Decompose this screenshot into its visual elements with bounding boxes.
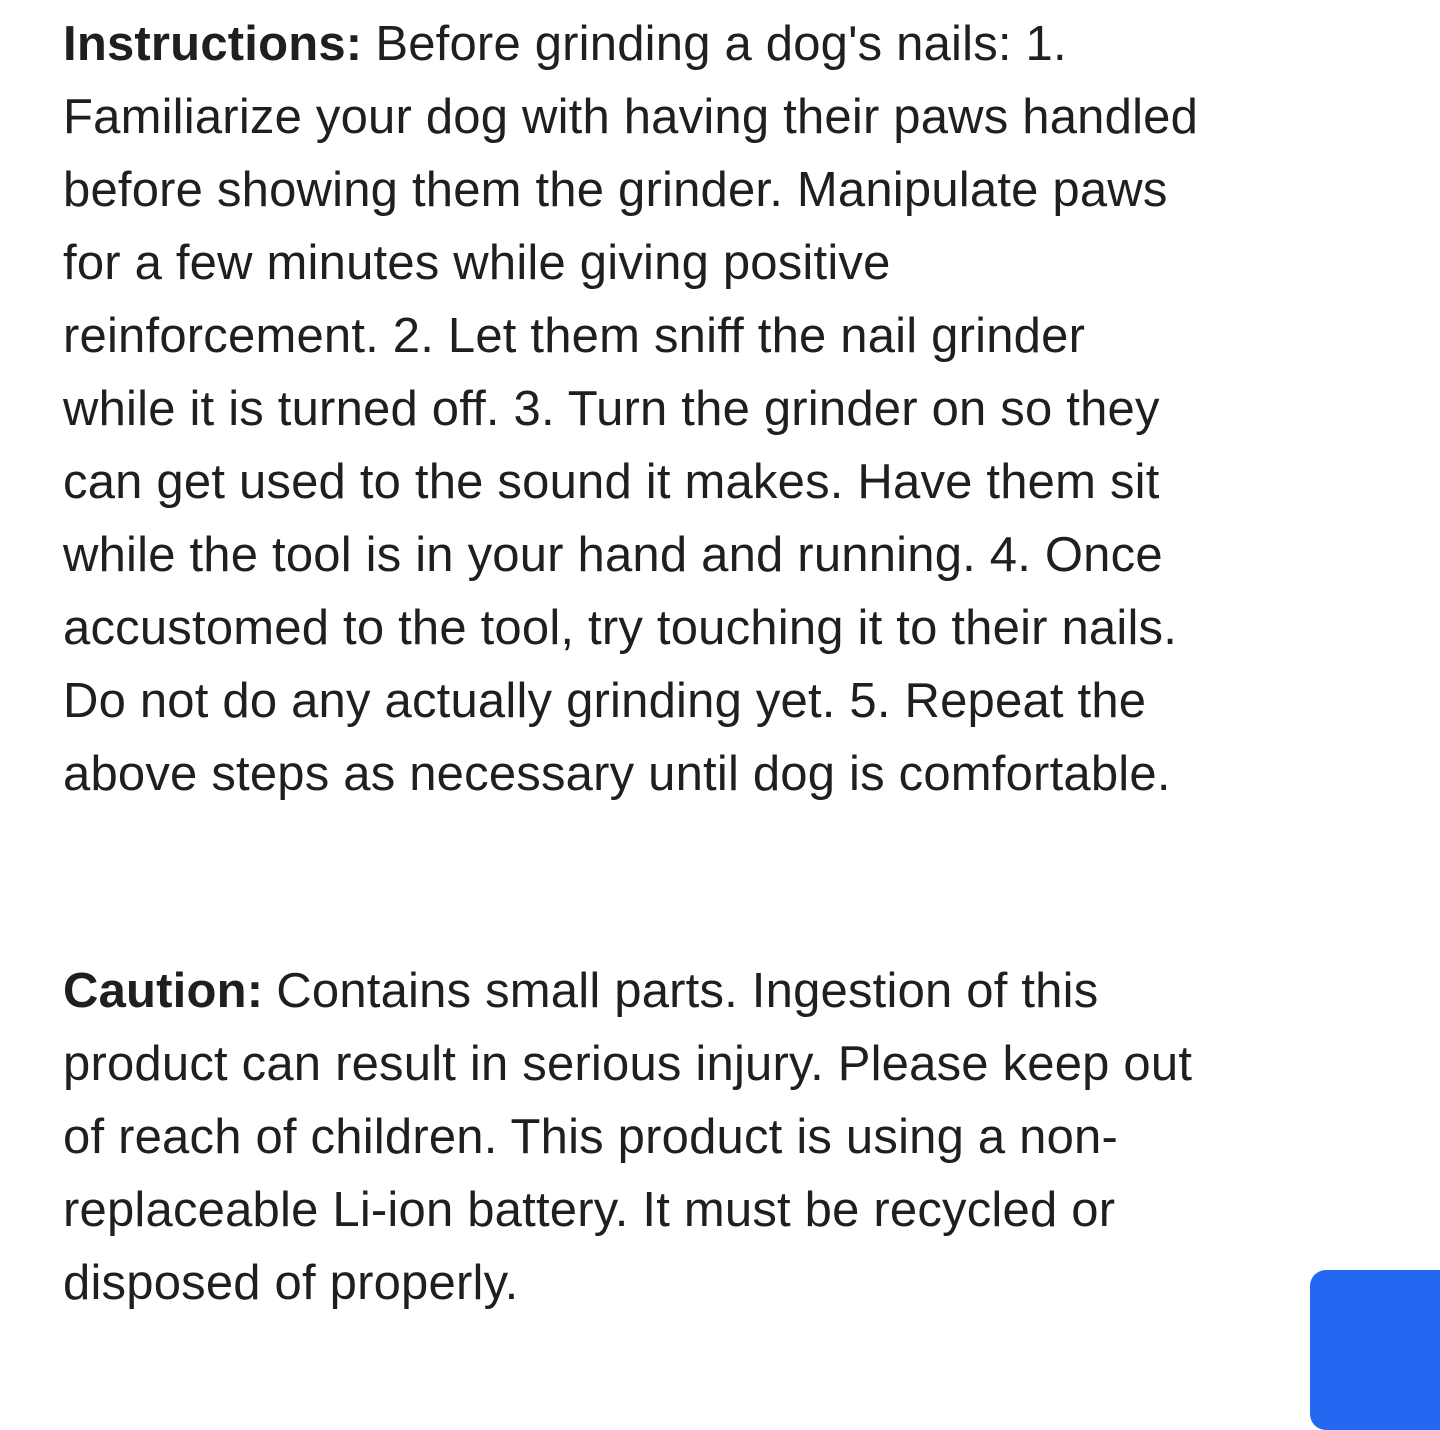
text-line: can get used to the sound it makes. Have them sit [63, 455, 1160, 509]
text-line: disposed of properly. [63, 1256, 519, 1310]
caution-heading: Caution: [63, 964, 264, 1018]
instructions-heading: Instructions: [63, 17, 363, 71]
text-line: while the tool is in your hand and running. 4. Once [63, 528, 1163, 582]
text-line [63, 8, 1400, 81]
text-line: Do not do any actually grinding yet. 5. Repeat the [63, 674, 1147, 728]
text-line-part: Before grinding a dog's nails: 1. [375, 17, 1067, 71]
text-line: accustomed to the tool, try touching it to their nails. [63, 601, 1178, 655]
text-line: Familiarize your dog with having their paws handled [63, 90, 1199, 144]
instructions-paragraph [63, 8, 1400, 811]
text-line: product can result in serious injury. Please keep out [63, 1037, 1193, 1091]
text-line: reinforcement. 2. Let them sniff the nail grinder [63, 309, 1086, 363]
caution-paragraph [63, 955, 1400, 1320]
product-description-section [63, 8, 1400, 1320]
text-line: for a few minutes while giving positive [63, 236, 891, 290]
text-line: while it is turned off. 3. Turn the grinder on so they [63, 382, 1160, 436]
text-line-part: Contains small parts. Ingestion of this [276, 964, 1099, 1018]
text-line [63, 955, 1400, 1028]
floating-action-button[interactable] [1310, 1270, 1440, 1430]
text-line: before showing them the grinder. Manipulate paws [63, 163, 1168, 217]
text-line: replaceable Li-ion battery. It must be recycled or [63, 1183, 1116, 1237]
text-line: of reach of children. This product is using a non- [63, 1110, 1119, 1164]
text-line: above steps as necessary until dog is comfortable. [63, 747, 1171, 801]
